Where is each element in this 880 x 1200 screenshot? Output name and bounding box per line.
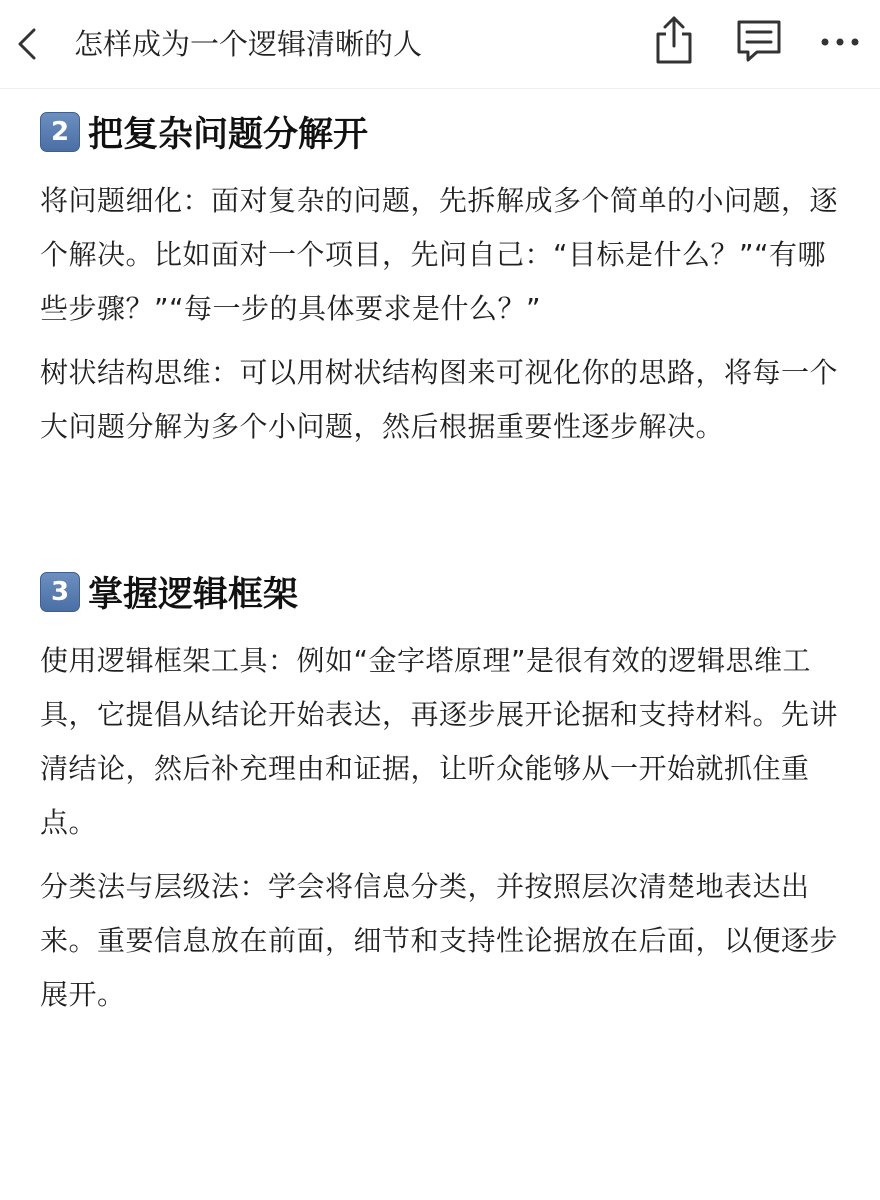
chevron-left-icon xyxy=(8,22,48,66)
comment-icon xyxy=(733,16,785,68)
keycap-number-icon: 2 xyxy=(40,112,80,152)
more-icon xyxy=(816,26,868,58)
section-title: 掌握逻辑框架 xyxy=(88,575,299,615)
section-heading xyxy=(40,100,840,164)
comment-button[interactable] xyxy=(733,16,785,68)
paragraph: 将问题细化：面对复杂的问题，先拆解成多个简单的小问题，逐个解决。比如面对一个项目，先问自己：“目标是什么？”“有哪些步骤？”“每一步的具体要求是什么？” xyxy=(40,184,839,325)
keycap-number-icon: 3 xyxy=(40,572,80,612)
share-button[interactable] xyxy=(650,14,698,68)
share-icon xyxy=(650,14,698,68)
page-title: 怎样成为一个逻辑清晰的人 xyxy=(74,27,423,61)
section-title: 把复杂问题分解开 xyxy=(88,115,369,155)
more-button[interactable] xyxy=(816,26,868,58)
paragraph: 使用逻辑框架工具：例如“金字塔原理”是很有效的逻辑思维工具，它提倡从结论开始表达，再逐步展开论据和支持材料。先讲清结论，然后补充理由和证据，让听众能够从一开始就抓住重点。 xyxy=(40,644,839,839)
article-body xyxy=(40,100,840,1022)
paragraph: 分类法与层级法：学会将信息分类，并按照层次清楚地表达出来。重要信息放在前面，细节和支持性论据放在后面，以便逐步展开。 xyxy=(40,870,839,1011)
section-2 xyxy=(40,100,840,454)
section-3 xyxy=(40,560,840,1022)
section-heading xyxy=(40,560,840,624)
paragraph: 树状结构思维：可以用树状结构图来可视化你的思路，将每一个大问题分解为多个小问题，然后根据重要性逐步解决。 xyxy=(40,356,839,443)
back-button[interactable] xyxy=(8,22,48,66)
top-bar xyxy=(0,0,880,89)
